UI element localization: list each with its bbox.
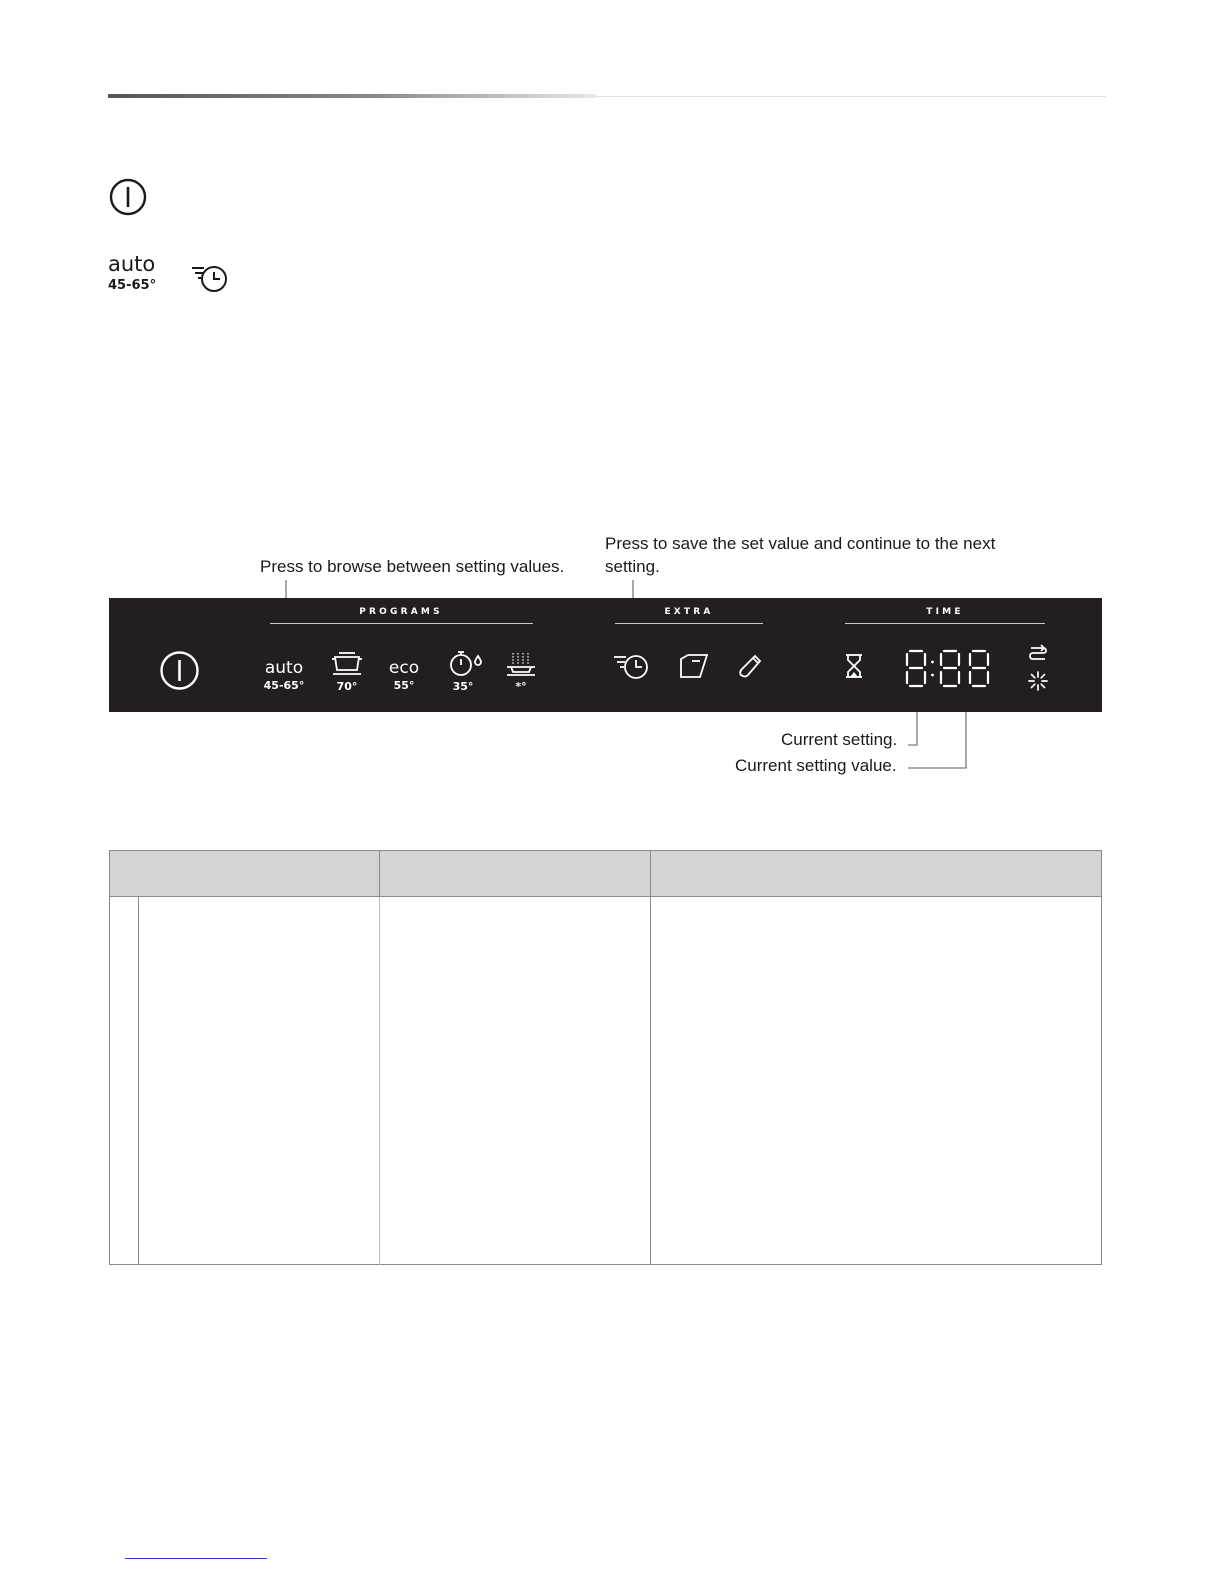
program-eco-temp: 55° bbox=[393, 679, 415, 692]
program-rinse-temp: *° bbox=[515, 680, 527, 693]
program-quick-temp: 35° bbox=[452, 680, 474, 693]
power-button[interactable] bbox=[159, 650, 200, 691]
rinse-aid-icon bbox=[1027, 644, 1049, 662]
pot-icon bbox=[327, 650, 367, 678]
stopwatch-drop-icon bbox=[443, 650, 483, 678]
time-display bbox=[904, 648, 994, 690]
annotation-current-value: Current setting value. bbox=[735, 756, 897, 775]
extra-label: EXTRA bbox=[664, 607, 714, 617]
program-rinse-button[interactable] bbox=[501, 650, 541, 692]
annotation-save-line2: setting. bbox=[605, 557, 660, 576]
time-rule bbox=[845, 623, 1045, 624]
program-intensive-button[interactable] bbox=[327, 650, 367, 692]
program-auto-temp: 45-65° bbox=[263, 679, 305, 692]
program-eco-word: eco bbox=[388, 658, 420, 678]
table-header bbox=[109, 850, 1102, 897]
footer-link-underline bbox=[125, 1558, 267, 1559]
header-rule-light bbox=[596, 96, 1106, 97]
header-rule bbox=[108, 94, 596, 98]
annotation-browse: Press to browse between setting values. bbox=[260, 557, 565, 576]
program-intensive-temp: 70° bbox=[336, 680, 358, 693]
time-label: TIME bbox=[926, 607, 964, 617]
table-body-divider-2 bbox=[650, 897, 651, 1265]
program-eco-button[interactable] bbox=[382, 660, 426, 691]
hourglass-icon bbox=[843, 653, 865, 679]
programs-label: PROGRAMS bbox=[359, 607, 443, 617]
glass-rinse-icon bbox=[501, 650, 541, 678]
table-body-divider-1 bbox=[379, 897, 380, 1265]
door-open-button[interactable] bbox=[678, 653, 710, 679]
table-header-divider-1 bbox=[379, 850, 380, 897]
program-quick-button[interactable] bbox=[443, 650, 483, 692]
table-header-divider-2 bbox=[650, 850, 651, 897]
annotation-save-line1: Press to save the set value and continue to the next bbox=[605, 534, 996, 553]
salt-icon bbox=[1027, 670, 1049, 692]
delay-start-button[interactable] bbox=[612, 652, 652, 680]
extra-rule bbox=[615, 623, 763, 624]
bottle-button[interactable] bbox=[735, 653, 765, 679]
programs-rule bbox=[270, 623, 533, 624]
auto-word: auto bbox=[108, 252, 156, 276]
control-panel bbox=[109, 598, 1102, 712]
table-index-column-divider bbox=[138, 897, 139, 1265]
table-body bbox=[109, 897, 1102, 1265]
delay-start-icon bbox=[190, 263, 230, 295]
annotation-current-setting: Current setting. bbox=[781, 730, 898, 749]
auto-range: 45-65° bbox=[108, 278, 157, 293]
program-auto-button[interactable] bbox=[259, 660, 309, 691]
program-auto-word: auto bbox=[264, 658, 304, 678]
auto-program-symbol bbox=[108, 254, 156, 292]
power-icon bbox=[108, 177, 148, 217]
